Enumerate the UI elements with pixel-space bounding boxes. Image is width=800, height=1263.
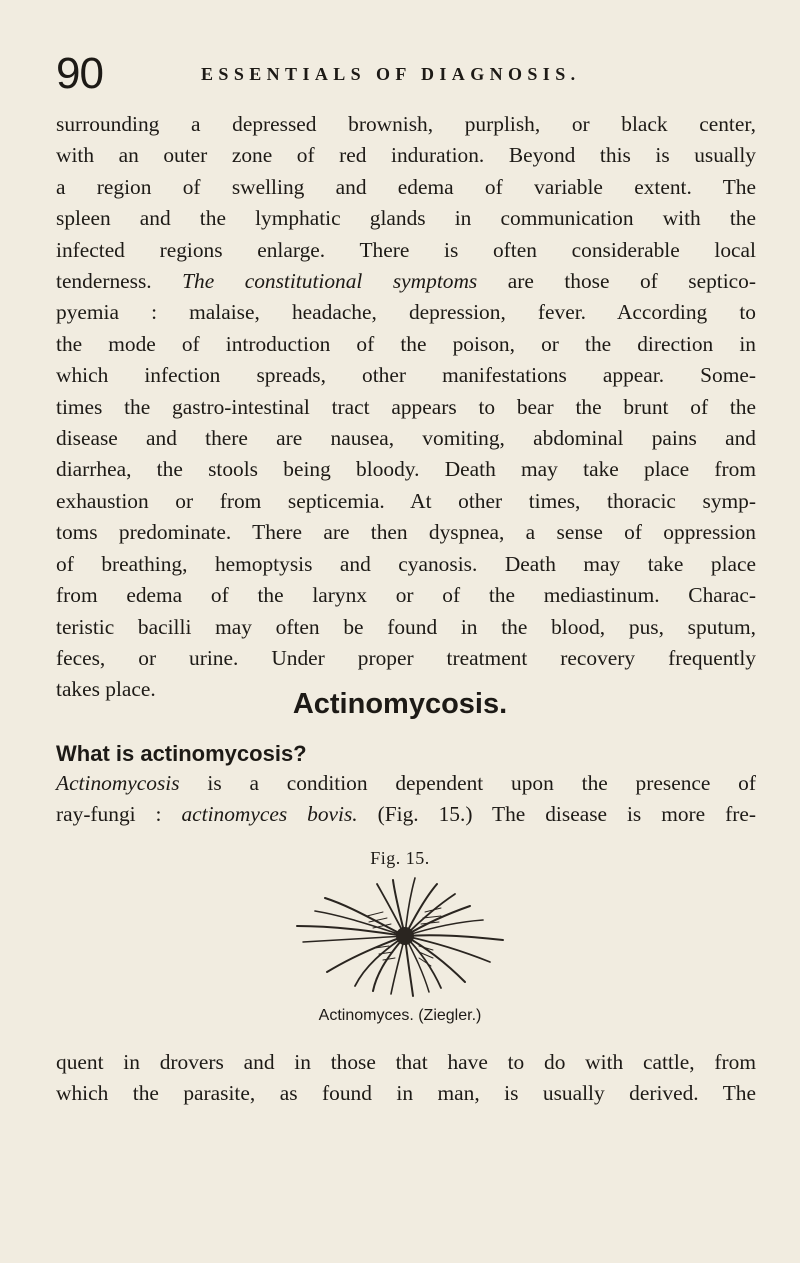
text-fragment: tenderness. xyxy=(56,269,152,294)
text-line: feces, or urine. Under proper treatment recovery frequently xyxy=(56,645,756,670)
text-line: with an outer zone of red induration. Beyond this is usually xyxy=(56,143,756,168)
figure-caption: Actinomyces. (Ziegler.) xyxy=(318,1007,482,1024)
figure-label: Fig. 15. xyxy=(370,848,430,868)
paragraph-continuation xyxy=(56,1047,756,1110)
colony-core xyxy=(396,927,414,945)
book-title: ESSENTIALS OF DIAGNOSIS. xyxy=(201,64,581,84)
text-fragment: ray-fungi : xyxy=(56,802,162,827)
text-line xyxy=(56,768,756,799)
text-line: quent in drovers and in those that have to do with cattle, from xyxy=(56,1050,756,1074)
paragraph-actinomycosis-definition xyxy=(56,768,756,831)
text-line: which infection spreads, other manifestations appear. Some- xyxy=(56,363,756,388)
text-line: diarrhea, the stools being bloody. Death may take place from xyxy=(56,457,756,482)
text-line: teristic bacilli may often be found in the blood, pus, sputum, xyxy=(56,614,756,639)
text-line xyxy=(56,266,756,297)
text-line: pyemia : malaise, headache, depression, fever. According to xyxy=(56,300,756,325)
italic-species: actinomyces bovis. xyxy=(181,802,358,827)
text-line: exhaustion or from septicemia. At other times, thoracic symp- xyxy=(56,488,756,513)
text-line: infected regions enlarge. There is often considerable local xyxy=(56,237,756,262)
text-line: from edema of the larynx or of the mediastinum. Charac- xyxy=(56,583,756,608)
text-fragment: is a condition dependent upon the presence of xyxy=(207,771,756,795)
running-head xyxy=(56,50,756,98)
text-line: times the gastro-intestinal tract appears to bear the brunt of the xyxy=(56,394,756,419)
text-line: spleen and the lymphatic glands in communication with the xyxy=(56,206,756,231)
italic-term: Actinomycosis xyxy=(56,771,180,795)
italic-term: The constitutional symptoms xyxy=(182,269,478,294)
actinomyces-illustration xyxy=(255,876,555,998)
text-line xyxy=(56,799,756,830)
question-heading: What is actinomycosis? xyxy=(56,741,307,766)
text-line: a region of swelling and edema of variable extent. The xyxy=(56,174,756,199)
section-heading: Actinomycosis. xyxy=(292,688,508,720)
text-fragment: (Fig. 15.) The disease is more fre- xyxy=(377,802,756,827)
text-line: the mode of introduction of the poison, or the direction in xyxy=(56,331,756,356)
page-number: 90 xyxy=(56,49,103,98)
text-fragment: are those of septico- xyxy=(507,269,756,294)
paragraph-anthrax-symptoms xyxy=(56,109,756,706)
text-line: which the parasite, as found in man, is usually derived. The xyxy=(56,1081,756,1106)
text-line: toms predominate. There are then dyspnea, a sense of oppression xyxy=(56,520,756,545)
text-line: disease and there are nausea, vomiting, abdominal pains and xyxy=(56,426,756,451)
text-line: of breathing, hemoptysis and cyanosis. Death may take place xyxy=(56,551,756,576)
text-line: surrounding a depressed brownish, purplish, or black center, xyxy=(56,112,756,136)
text-line: takes place. xyxy=(56,677,156,702)
